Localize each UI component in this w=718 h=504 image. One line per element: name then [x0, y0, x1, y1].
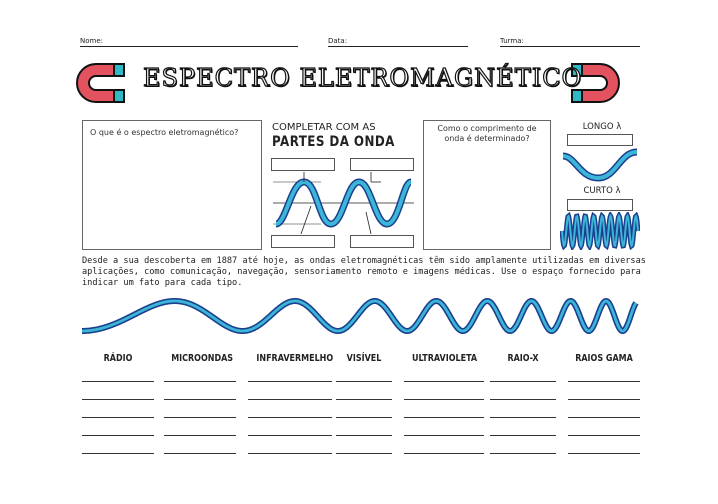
long-wavelength-label: LONGO λ [582, 122, 622, 132]
answer-line[interactable] [248, 453, 332, 454]
answer-line[interactable] [248, 435, 332, 436]
answer-line[interactable] [336, 381, 392, 382]
spectrum-wave [80, 295, 640, 337]
answer-line[interactable] [490, 435, 556, 436]
answer-line[interactable] [336, 399, 392, 400]
page-title: ESPECTRO ELETROMAGNÉTICO [143, 64, 583, 92]
answer-line[interactable] [82, 435, 154, 436]
answer-line[interactable] [82, 453, 154, 454]
answer-line[interactable] [164, 417, 236, 418]
answer-line[interactable] [490, 399, 556, 400]
answer-line[interactable] [568, 381, 640, 382]
category-ultraviolet: ULTRAVIOLETA [412, 353, 478, 364]
answer-line[interactable] [164, 381, 236, 382]
answer-line[interactable] [164, 453, 236, 454]
answer-line[interactable] [404, 399, 484, 400]
answer-line[interactable] [404, 381, 484, 382]
answer-line[interactable] [404, 435, 484, 436]
answer-line[interactable] [248, 399, 332, 400]
category-infrared: INFRAVERMELHO [256, 353, 334, 364]
answer-line[interactable] [404, 417, 484, 418]
answer-line[interactable] [336, 453, 392, 454]
wave-part-label-box-2[interactable] [350, 158, 414, 171]
date-label: Data: [328, 37, 348, 45]
answer-line[interactable] [248, 381, 332, 382]
answer-line[interactable] [82, 417, 154, 418]
answer-line[interactable] [490, 417, 556, 418]
answer-line[interactable] [568, 435, 640, 436]
complete-heading: COMPLETAR COM AS [272, 122, 376, 133]
category-radio: RÁDIO [103, 353, 133, 364]
short-wave-icon [560, 212, 640, 250]
wave-parts-heading: PARTES DA ONDA [272, 134, 395, 150]
name-label: Nome: [80, 37, 104, 45]
answer-line[interactable] [82, 381, 154, 382]
answer-line[interactable] [164, 399, 236, 400]
intro-paragraph: Desde a sua descoberta em 1887 até hoje, as ondas eletromagnéticas têm sido amplamente utilizadas em diversas aplicações, como comunicação, navegação, sensoriamento remoto e imagens médicas. Use o espaço fornecido para indicar um fato para cada tipo. [82, 256, 646, 288]
question-wavelength: Como o comprimento de onda é determinado? [437, 124, 537, 143]
answer-line[interactable] [490, 381, 556, 382]
question-spectrum: O que é o espectro eletromagnético? [90, 128, 239, 137]
class-label: Turma: [500, 37, 524, 45]
wave-part-label-box-4[interactable] [350, 235, 414, 248]
short-wavelength-box[interactable] [567, 199, 633, 211]
category-gamma: RAIOS GAMA [575, 353, 633, 364]
answer-line[interactable] [490, 453, 556, 454]
answer-line[interactable] [336, 417, 392, 418]
long-wave-icon [560, 146, 640, 184]
answer-line[interactable] [164, 435, 236, 436]
answer-line[interactable] [568, 399, 640, 400]
class-line[interactable] [500, 46, 640, 47]
answer-line[interactable] [568, 417, 640, 418]
date-line[interactable] [328, 46, 468, 47]
category-visible: VISÍVEL [346, 353, 382, 364]
question-box-spectrum[interactable] [82, 120, 262, 250]
answer-line[interactable] [404, 453, 484, 454]
answer-line[interactable] [248, 417, 332, 418]
short-wavelength-label: CURTO λ [583, 186, 621, 196]
category-microwaves: MICROONDAS [171, 353, 234, 364]
wave-part-label-box-3[interactable] [271, 235, 335, 248]
answer-line[interactable] [568, 453, 640, 454]
long-wavelength-box[interactable] [567, 134, 633, 146]
wave-part-label-box-1[interactable] [271, 158, 335, 171]
name-line[interactable] [80, 46, 298, 47]
answer-line[interactable] [336, 435, 392, 436]
answer-line[interactable] [82, 399, 154, 400]
wave-diagram [271, 172, 416, 234]
category-xray: RAIO-X [507, 353, 539, 364]
magnet-left-icon [70, 60, 130, 106]
